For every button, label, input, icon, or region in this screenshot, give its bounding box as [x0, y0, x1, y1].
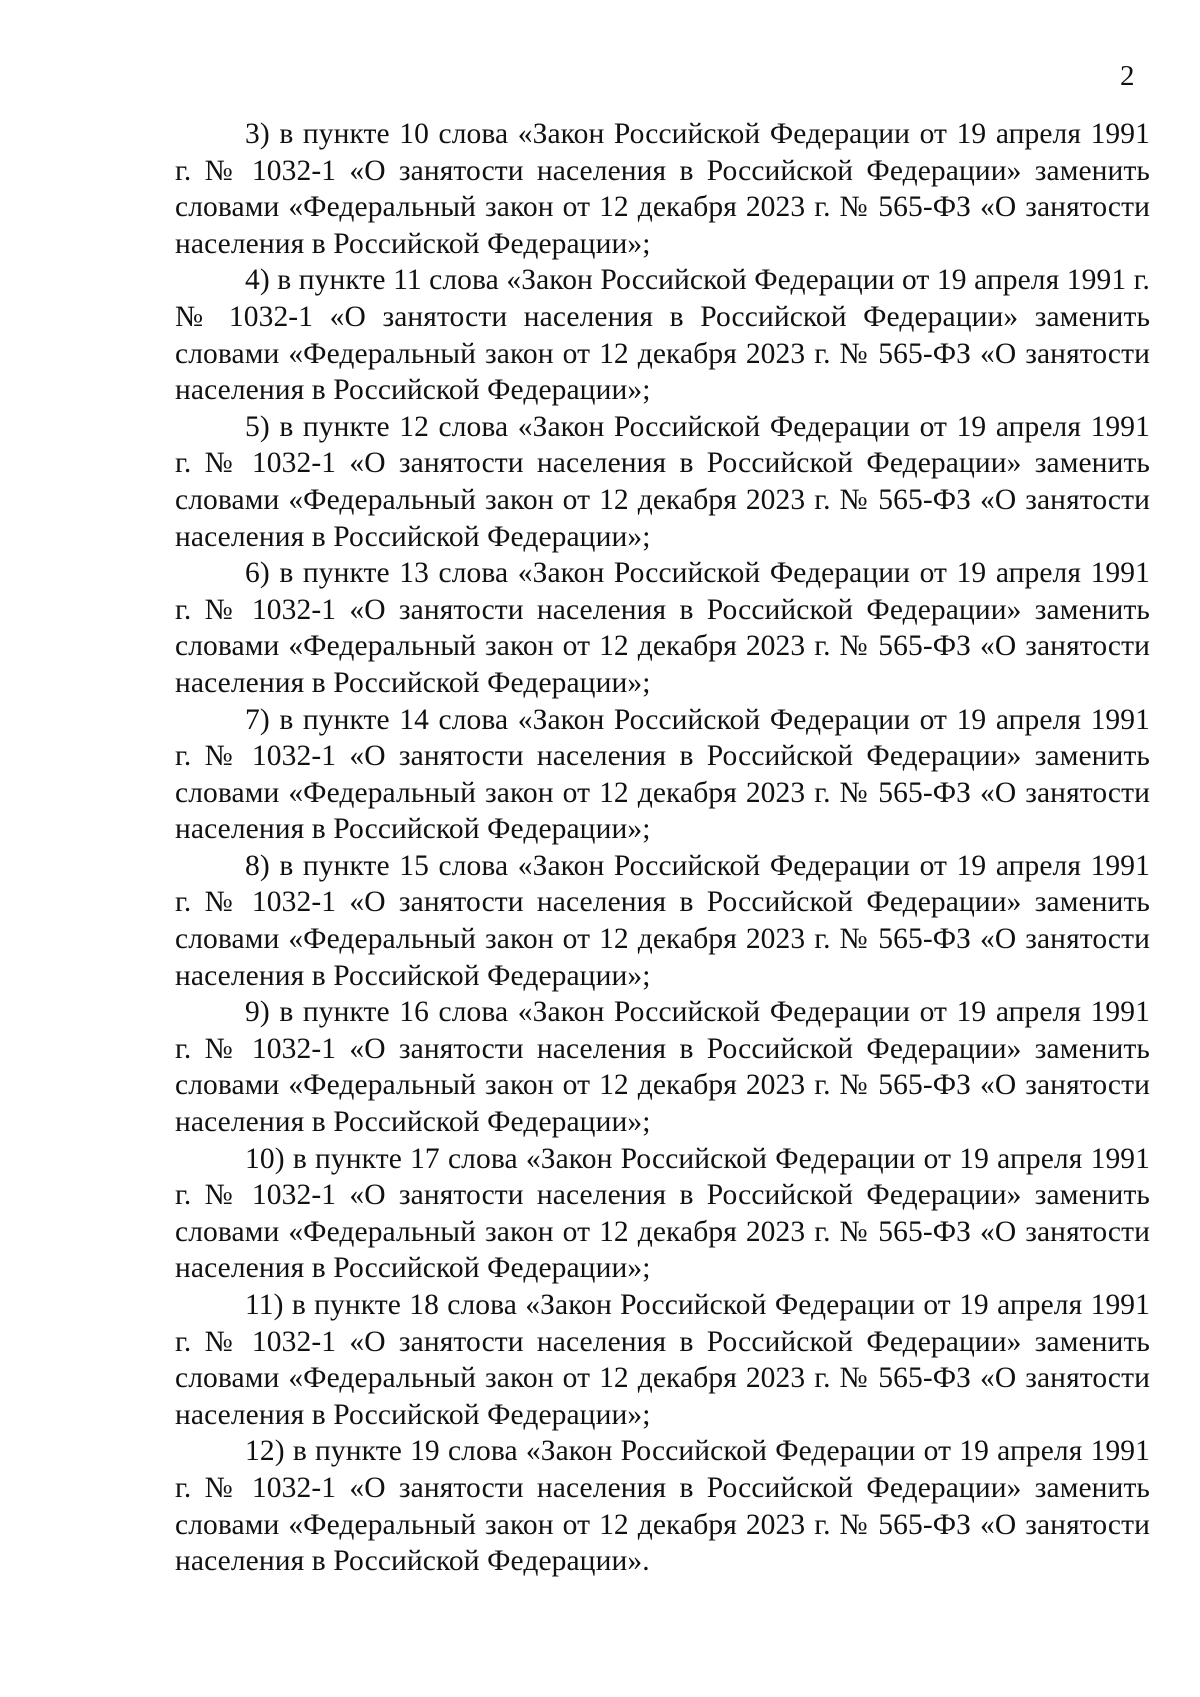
list-item: 8) в пункте 15 слова «Закон Российской Федерации от 19 апреля 1991 г. № 1032-1 «О занятости населения в Российской Федерации» заменить словами «Федеральный закон от 12 декабря 2023 г. № 565-ФЗ «О занятости населения в Российской Федерации»;	[175, 849, 1150, 992]
list-item: 7) в пункте 14 слова «Закон Российской Федерации от 19 апреля 1991 г. № 1032-1 «О занятости населения в Российской Федерации» заменить словами «Федеральный закон от 12 декабря 2023 г. № 565-ФЗ «О занятости населения в Российской Федерации»;	[175, 703, 1150, 846]
list-item: 4) в пункте 11 слова «Закон Российской Федерации от 19 апреля 1991 г. № 1032-1 «О занятости населения в Российской Федерации» заменить словами «Федеральный закон от 12 декабря 2023 г. № 565-ФЗ «О занятости населения в Российской Федерации»;	[175, 264, 1150, 407]
list-item: 11) в пункте 18 слова «Закон Российской Федерации от 19 апреля 1991 г. № 1032-1 «О занятости населения в Российской Федерации» заменить словами «Федеральный закон от 12 декабря 2023 г. № 565-ФЗ «О занятости населения в Российской Федерации»;	[175, 1289, 1150, 1431]
list-item: 10) в пункте 17 слова «Закон Российской Федерации от 19 апреля 1991 г. № 1032-1 «О занятости населения в Российской Федерации» заменить словами «Федеральный закон от 12 декабря 2023 г. № 565-ФЗ «О занятости населения в Российской Федерации»;	[175, 1142, 1150, 1285]
page-number: 2	[1120, 60, 1135, 92]
list-item: 5) в пункте 12 слова «Закон Российской Федерации от 19 апреля 1991 г. № 1032-1 «О занятости населения в Российской Федерации» заменить словами «Федеральный закон от 12 декабря 2023 г. № 565-ФЗ «О занятости населения в Российской Федерации»;	[175, 410, 1150, 553]
list-item: 12) в пункте 19 слова «Закон Российской Федерации от 19 апреля 1991 г. № 1032-1 «О занятости населения в Российской Федерации» заменить словами «Федеральный закон от 12 декабря 2023 г. № 565-ФЗ «О занятости населения в Российской Федерации».	[175, 1435, 1150, 1578]
list-item: 3) в пункте 10 слова «Закон Российской Федерации от 19 апреля 1991 г. № 1032-1 «О занятости населения в Российской Федерации» заменить словами «Федеральный закон от 12 декабря 2023 г. № 565-ФЗ «О занятости населения в Российской Федерации»;	[175, 118, 1150, 260]
list-item: 6) в пункте 13 слова «Закон Российской Федерации от 19 апреля 1991 г. № 1032-1 «О занятости населения в Российской Федерации» заменить словами «Федеральный закон от 12 декабря 2023 г. № 565-ФЗ «О занятости населения в Российской Федерации»;	[175, 557, 1150, 699]
document-body	[175, 116, 1150, 1580]
list-item: 9) в пункте 16 слова «Закон Российской Федерации от 19 апреля 1991 г. № 1032-1 «О занятости населения в Российской Федерации» заменить словами «Федеральный закон от 12 декабря 2023 г. № 565-ФЗ «О занятости населения в Российской Федерации»;	[175, 996, 1150, 1139]
